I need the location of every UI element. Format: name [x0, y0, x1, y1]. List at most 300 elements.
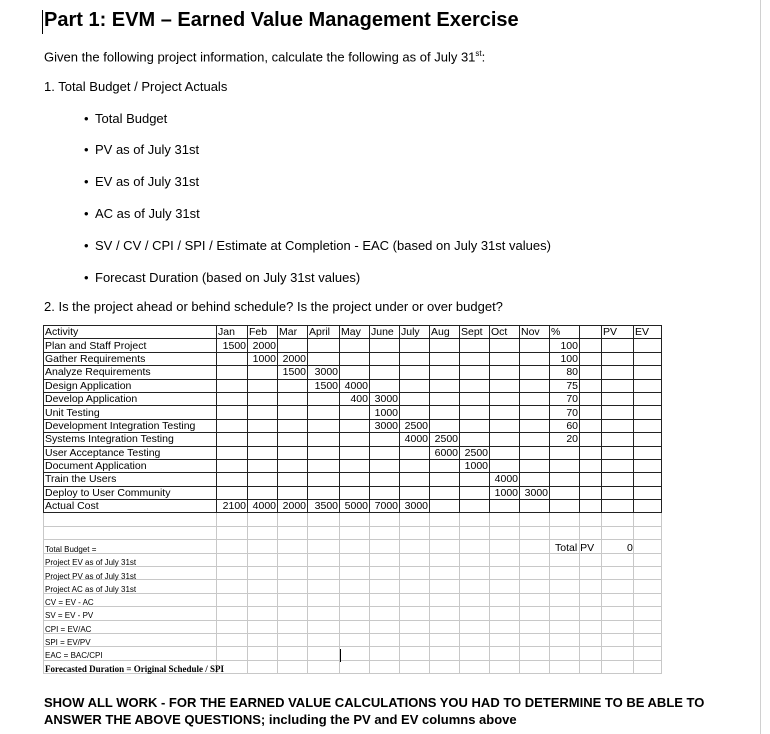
empty-row [44, 513, 662, 526]
table-cell [602, 473, 634, 486]
empty-cell [520, 620, 550, 633]
empty-cell [580, 526, 602, 539]
table-cell [550, 500, 580, 513]
table-cell [550, 459, 580, 472]
table-cell [580, 486, 602, 499]
table-cell [460, 500, 490, 513]
table-cell [634, 446, 662, 459]
empty-cell [550, 633, 580, 646]
table-cell [460, 366, 490, 379]
empty-cell [550, 553, 580, 566]
empty-cell [602, 607, 634, 620]
table-cell [580, 392, 602, 405]
empty-cell [44, 526, 217, 539]
table-cell [490, 406, 520, 419]
table-cell [520, 392, 550, 405]
table-cell [602, 446, 634, 459]
table-cell [580, 473, 602, 486]
empty-cell [550, 580, 580, 593]
table-cell [634, 433, 662, 446]
table-cell: 1000 [490, 486, 520, 499]
table-cell [550, 473, 580, 486]
column-header: July [400, 326, 430, 339]
formula-line: EAC = BAC/CPI [45, 651, 103, 661]
table-cell [490, 446, 520, 459]
empty-cell [308, 540, 340, 553]
empty-cell [340, 553, 370, 566]
table-row [44, 459, 662, 472]
empty-cell [460, 607, 490, 620]
empty-cell [248, 553, 278, 566]
column-header: Feb [248, 326, 278, 339]
empty-cell [520, 540, 550, 553]
empty-cell [490, 593, 520, 606]
table-cell [580, 433, 602, 446]
table-cell [248, 392, 278, 405]
table-cell [248, 366, 278, 379]
empty-cell [278, 647, 308, 660]
column-header: Sept [460, 326, 490, 339]
table-cell [520, 419, 550, 432]
table-row [44, 500, 662, 513]
table-cell: 70 [550, 406, 580, 419]
empty-cell [520, 580, 550, 593]
empty-cell [520, 553, 550, 566]
table-cell [634, 419, 662, 432]
empty-cell [602, 633, 634, 646]
table-cell: 70 [550, 392, 580, 405]
table-cell [580, 366, 602, 379]
table-cell: 2500 [400, 419, 430, 432]
table-cell: 3000 [370, 392, 400, 405]
table-cell [217, 419, 248, 432]
empty-cell [278, 513, 308, 526]
empty-cell [490, 660, 520, 673]
table-cell [308, 473, 340, 486]
empty-cell [400, 607, 430, 620]
table-cell [340, 433, 370, 446]
table-row [44, 446, 662, 459]
empty-cell [248, 513, 278, 526]
empty-cell [278, 607, 308, 620]
question-2: 2. Is the project ahead or behind schedule? Is the project under or over budget? [44, 299, 503, 314]
table-cell: 3000 [520, 486, 550, 499]
table-cell [460, 339, 490, 352]
table-cell [602, 500, 634, 513]
table-cell [602, 352, 634, 365]
formula-line: Project EV as of July 31st [45, 558, 137, 568]
table-cell [580, 500, 602, 513]
empty-cell [602, 567, 634, 580]
table-cell [248, 473, 278, 486]
column-header [580, 326, 602, 339]
table-cell [520, 459, 550, 472]
empty-cell [490, 607, 520, 620]
table-cell [308, 406, 340, 419]
table-cell [460, 473, 490, 486]
page-title: Part 1: EVM – Earned Value Management Exercise [44, 9, 519, 31]
empty-cell [370, 580, 400, 593]
formula-line: Forecasted Duration = Original Schedule / SPI [45, 663, 224, 674]
empty-cell [520, 633, 550, 646]
bullet-item: • Forecast Duration (based on July 31st values) [84, 270, 361, 285]
table-cell: 4000 [400, 433, 430, 446]
table-cell: 1500 [308, 379, 340, 392]
table-cell [460, 392, 490, 405]
empty-cell [460, 553, 490, 566]
empty-cell [340, 567, 370, 580]
empty-cell [490, 647, 520, 660]
empty-cell [580, 633, 602, 646]
empty-cell [634, 540, 662, 553]
empty-cell [580, 660, 602, 673]
empty-cell [340, 647, 370, 660]
empty-cell [550, 607, 580, 620]
formula-list [45, 543, 224, 676]
empty-cell [602, 580, 634, 593]
empty-cell [278, 660, 308, 673]
empty-cell [370, 593, 400, 606]
empty-cell [308, 647, 340, 660]
table-cell [248, 446, 278, 459]
table-cell: 1000 [248, 352, 278, 365]
empty-cell [634, 513, 662, 526]
column-header: % [550, 326, 580, 339]
table-cell [248, 379, 278, 392]
empty-cell [602, 553, 634, 566]
table-cell [278, 419, 308, 432]
empty-cell [490, 553, 520, 566]
empty-cell [308, 513, 340, 526]
table-cell [430, 406, 460, 419]
table-cell [430, 459, 460, 472]
table-cell [340, 459, 370, 472]
empty-cell [634, 580, 662, 593]
empty-cell [308, 553, 340, 566]
bullet-item: • PV as of July 31st [84, 142, 200, 157]
table-cell [602, 433, 634, 446]
table-cell [634, 473, 662, 486]
empty-cell [550, 660, 580, 673]
table-row [44, 366, 662, 379]
table-cell [520, 339, 550, 352]
table-cell [490, 392, 520, 405]
table-header-row [44, 326, 662, 339]
empty-cell [430, 607, 460, 620]
empty-cell [308, 593, 340, 606]
table-cell [400, 473, 430, 486]
table-row [44, 419, 662, 432]
row-label: Systems Integration Testing [44, 433, 217, 446]
table-cell: 2500 [460, 446, 490, 459]
row-label: Develop Application [44, 392, 217, 405]
empty-cell [248, 647, 278, 660]
table-cell [430, 379, 460, 392]
table-cell [602, 366, 634, 379]
empty-cell [430, 580, 460, 593]
table-cell: 2000 [248, 339, 278, 352]
empty-cell [580, 607, 602, 620]
row-label: Document Application [44, 459, 217, 472]
empty-cell [602, 593, 634, 606]
empty-cell [400, 593, 430, 606]
table-cell [602, 486, 634, 499]
table-cell [400, 392, 430, 405]
table-cell [248, 406, 278, 419]
row-label: Actual Cost [44, 500, 217, 513]
table-cell [400, 339, 430, 352]
table-cell [490, 379, 520, 392]
empty-cell [430, 647, 460, 660]
empty-cell [308, 620, 340, 633]
table-cell [370, 459, 400, 472]
empty-cell [550, 593, 580, 606]
table-cell [602, 339, 634, 352]
table-cell [460, 433, 490, 446]
table-cell [580, 406, 602, 419]
empty-cell [278, 580, 308, 593]
table-cell [490, 500, 520, 513]
bullet-item: • Total Budget [84, 111, 168, 126]
column-header: Mar [278, 326, 308, 339]
empty-cell [490, 540, 520, 553]
table-row [44, 473, 662, 486]
empty-cell [602, 660, 634, 673]
empty-cell [634, 553, 662, 566]
empty-cell [370, 633, 400, 646]
column-header: April [308, 326, 340, 339]
empty-cell [400, 633, 430, 646]
table-cell [308, 419, 340, 432]
table-row [44, 486, 662, 499]
empty-cell [550, 620, 580, 633]
empty-cell [520, 526, 550, 539]
empty-cell [308, 567, 340, 580]
empty-cell [340, 660, 370, 673]
formula-line: SV = EV - PV [45, 611, 94, 621]
table-cell: 3500 [308, 500, 340, 513]
table-cell: 5000 [340, 500, 370, 513]
empty-cell [460, 647, 490, 660]
empty-cell [370, 540, 400, 553]
table-cell [248, 459, 278, 472]
table-row [44, 352, 662, 365]
empty-cell [340, 620, 370, 633]
table-cell [217, 459, 248, 472]
table-cell [490, 339, 520, 352]
empty-cell [520, 593, 550, 606]
table-cell [520, 406, 550, 419]
table-row [44, 406, 662, 419]
empty-cell [580, 593, 602, 606]
page-edge [760, 0, 761, 734]
empty-cell [430, 633, 460, 646]
row-label: Deploy to User Community [44, 486, 217, 499]
table-row [44, 433, 662, 446]
empty-cell [580, 567, 602, 580]
table-cell [248, 419, 278, 432]
empty-cell [602, 526, 634, 539]
empty-cell [370, 553, 400, 566]
table-cell [580, 352, 602, 365]
table-cell [340, 339, 370, 352]
table-cell [370, 433, 400, 446]
table-cell [248, 433, 278, 446]
table-cell [217, 446, 248, 459]
empty-cell [550, 647, 580, 660]
table-cell [520, 366, 550, 379]
table-cell [634, 406, 662, 419]
empty-cell [400, 647, 430, 660]
empty-cell [278, 540, 308, 553]
empty-cell [430, 540, 460, 553]
empty-cell [550, 567, 580, 580]
empty-cell [430, 620, 460, 633]
empty-cell [370, 660, 400, 673]
table-cell [460, 406, 490, 419]
total-pv-label: Total PV [555, 542, 595, 554]
bullet-item: • SV / CV / CPI / SPI / Estimate at Completion - EAC (based on July 31st values) [84, 238, 551, 253]
empty-cell [400, 513, 430, 526]
empty-cell [430, 660, 460, 673]
table-cell [634, 379, 662, 392]
formula-line: Total Budget = [45, 545, 97, 554]
table-cell [490, 352, 520, 365]
table-cell [340, 352, 370, 365]
table-cell [400, 352, 430, 365]
table-cell: 400 [340, 392, 370, 405]
intro-text: Given the following project information, calculate the following as of July 31st: [44, 49, 486, 65]
empty-cell [634, 647, 662, 660]
empty-cell [580, 620, 602, 633]
table-cell: 2100 [217, 500, 248, 513]
question-1: 1. Total Budget / Project Actuals [44, 79, 228, 94]
column-header: EV [634, 326, 662, 339]
table-cell [430, 500, 460, 513]
mouse-cursor [340, 649, 341, 662]
empty-cell [370, 647, 400, 660]
row-label: Train the Users [44, 473, 217, 486]
table-cell [308, 352, 340, 365]
table-cell [308, 486, 340, 499]
empty-cell [217, 513, 248, 526]
table-cell [460, 486, 490, 499]
table-cell [520, 379, 550, 392]
empty-cell [490, 513, 520, 526]
table-cell [580, 419, 602, 432]
table-cell [340, 406, 370, 419]
table-cell [217, 433, 248, 446]
table-cell: 1500 [278, 366, 308, 379]
empty-cell [278, 553, 308, 566]
table-cell [430, 392, 460, 405]
table-cell [602, 406, 634, 419]
table-cell: 7000 [370, 500, 400, 513]
table-cell [278, 473, 308, 486]
empty-cell [278, 567, 308, 580]
table-cell [634, 459, 662, 472]
table-cell [400, 446, 430, 459]
empty-cell [634, 526, 662, 539]
empty-cell [460, 593, 490, 606]
row-label: Design Application [44, 379, 217, 392]
table-cell [370, 473, 400, 486]
table-cell [580, 446, 602, 459]
empty-cell [580, 553, 602, 566]
table-cell [308, 433, 340, 446]
empty-cell [602, 513, 634, 526]
table-cell: 100 [550, 352, 580, 365]
row-label: Plan and Staff Project [44, 339, 217, 352]
table-cell [520, 500, 550, 513]
empty-cell [248, 540, 278, 553]
empty-cell [248, 660, 278, 673]
table-cell [308, 392, 340, 405]
empty-cell [340, 607, 370, 620]
empty-cell [580, 647, 602, 660]
table-cell [580, 379, 602, 392]
empty-cell [460, 540, 490, 553]
table-cell [340, 446, 370, 459]
table-cell [217, 379, 248, 392]
instructions: SHOW ALL WORK - FOR THE EARNED VALUE CALCULATIONS YOU HAD TO DETERMINE TO BE ABLE TO ANSWER THE ABOVE QUESTIONS; including the PV and EV columns above [44, 695, 705, 727]
empty-cell [400, 540, 430, 553]
empty-cell [430, 526, 460, 539]
empty-cell [308, 660, 340, 673]
empty-cell [370, 513, 400, 526]
row-label: User Acceptance Testing [44, 446, 217, 459]
empty-cell [400, 526, 430, 539]
column-header: Nov [520, 326, 550, 339]
table-cell [460, 419, 490, 432]
table-cell [370, 379, 400, 392]
empty-cell [44, 513, 217, 526]
table-cell: 20 [550, 433, 580, 446]
table-cell: 6000 [430, 446, 460, 459]
empty-cell [634, 567, 662, 580]
table-cell [340, 486, 370, 499]
table-cell [370, 486, 400, 499]
empty-cell [430, 553, 460, 566]
bullet-item: • EV as of July 31st [84, 174, 200, 189]
table-cell [278, 446, 308, 459]
table-cell: 4000 [490, 473, 520, 486]
empty-cell [460, 513, 490, 526]
row-label: Development Integration Testing [44, 419, 217, 432]
empty-cell [400, 553, 430, 566]
table-cell [370, 339, 400, 352]
table-cell [430, 339, 460, 352]
empty-cell [520, 660, 550, 673]
table-cell: 1000 [370, 406, 400, 419]
table-cell: 100 [550, 339, 580, 352]
column-header: PV [602, 326, 634, 339]
table-cell [340, 419, 370, 432]
table-cell [370, 366, 400, 379]
empty-cell [520, 513, 550, 526]
table-cell [490, 433, 520, 446]
column-header: June [370, 326, 400, 339]
table-cell [634, 392, 662, 405]
table-cell [460, 352, 490, 365]
formula-line: SPI = EV/PV [45, 638, 91, 648]
table-cell [370, 446, 400, 459]
formula-line: CPI = EV/AC [45, 624, 92, 634]
table-cell: 80 [550, 366, 580, 379]
table-row [44, 379, 662, 392]
formula-line: CV = EV - AC [45, 598, 94, 608]
table-cell [278, 392, 308, 405]
